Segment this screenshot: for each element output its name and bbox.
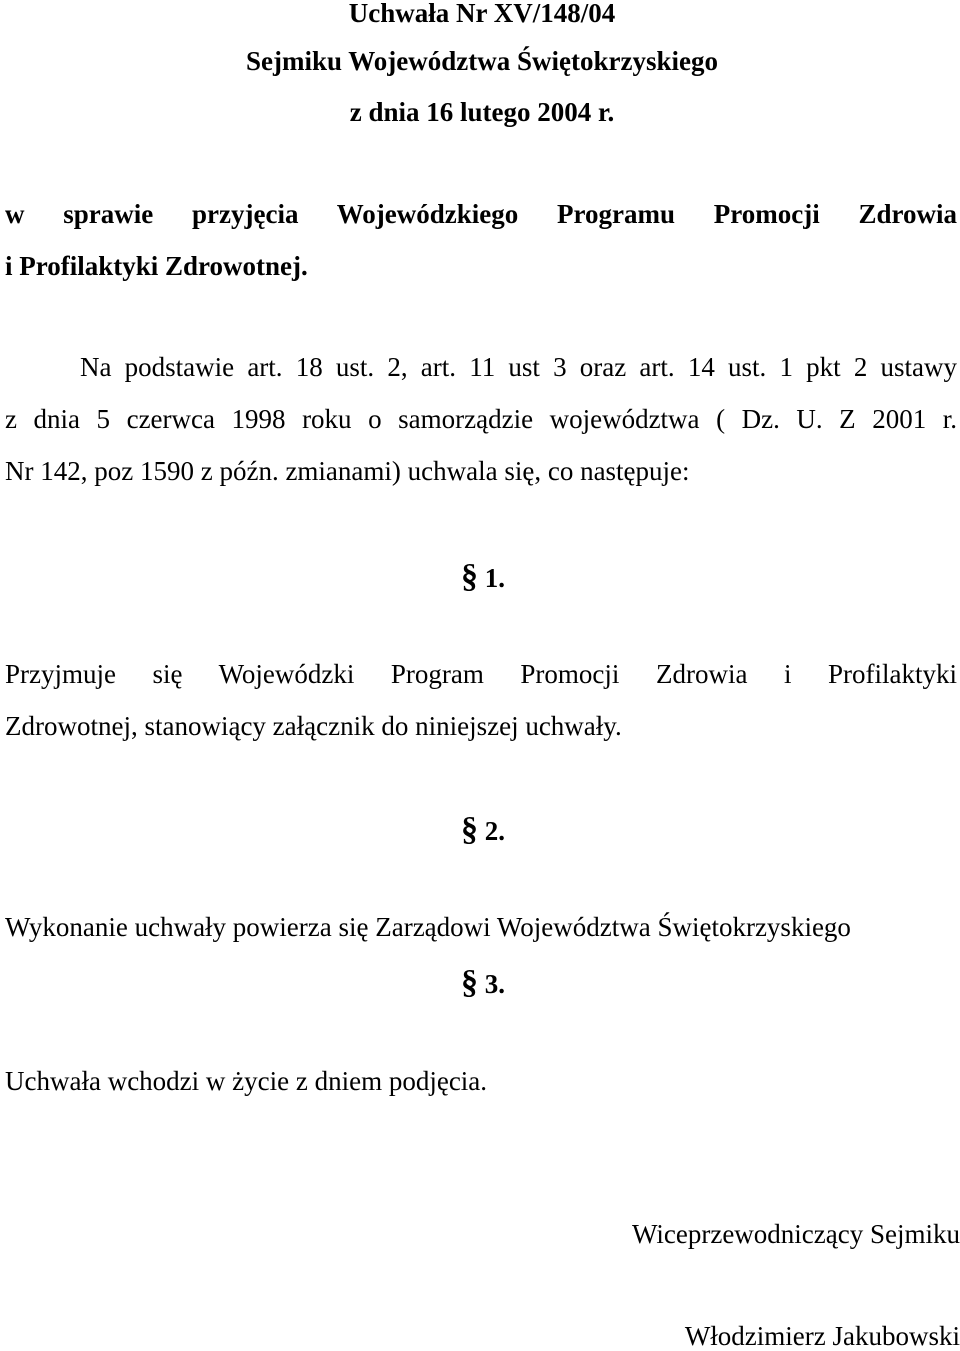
signature-name: Włodzimierz Jakubowski bbox=[684, 1321, 960, 1351]
preamble-line-2: z dnia 5 czerwca 1998 roku o samorządzie województwa ( Dz. U. Z 2001 r. bbox=[5, 404, 957, 434]
section-1-line-1: Przyjmuje się Wojewódzki Program Promocji Zdrowia i Profilaktyki bbox=[5, 659, 957, 689]
preamble-line-1: Na podstawie art. 18 ust. 2, art. 11 ust 3 oraz art. 14 ust. 1 pkt 2 ustawy bbox=[80, 352, 957, 382]
paragraph-sign: § bbox=[461, 964, 478, 1001]
resolution-issuer: Sejmiku Województwa Świętokrzyskiego bbox=[246, 46, 718, 76]
section-1-number: 1. bbox=[484, 563, 505, 593]
section-3-heading bbox=[461, 966, 505, 1000]
section-3-number: 3. bbox=[484, 969, 505, 999]
paragraph-sign: § bbox=[461, 558, 478, 595]
section-1-heading bbox=[461, 560, 505, 594]
section-2-line-1: Wykonanie uchwały powierza się Zarządowi Województwa Świętokrzyskiego bbox=[5, 912, 851, 942]
section-2-number: 2. bbox=[484, 816, 505, 846]
subject-line-1: w sprawie przyjęcia Wojewódzkiego Programu Promocji Zdrowia bbox=[5, 199, 957, 229]
section-1-line-2: Zdrowotnej, stanowiący załącznik do niniejszej uchwały. bbox=[5, 711, 622, 741]
resolution-date: z dnia 16 lutego 2004 r. bbox=[349, 97, 615, 127]
subject-line-2: i Profilaktyki Zdrowotnej. bbox=[5, 251, 308, 281]
section-3-line-1: Uchwała wchodzi w życie z dniem podjęcia. bbox=[5, 1066, 488, 1096]
preamble-line-3: Nr 142, poz 1590 z późn. zmianami) uchwala się, co następuje: bbox=[5, 456, 690, 486]
signature-role: Wiceprzewodniczący Sejmiku bbox=[631, 1219, 960, 1249]
resolution-title: Uchwała Nr XV/148/04 bbox=[348, 0, 616, 28]
paragraph-sign: § bbox=[461, 811, 478, 848]
section-2-heading bbox=[461, 813, 505, 847]
